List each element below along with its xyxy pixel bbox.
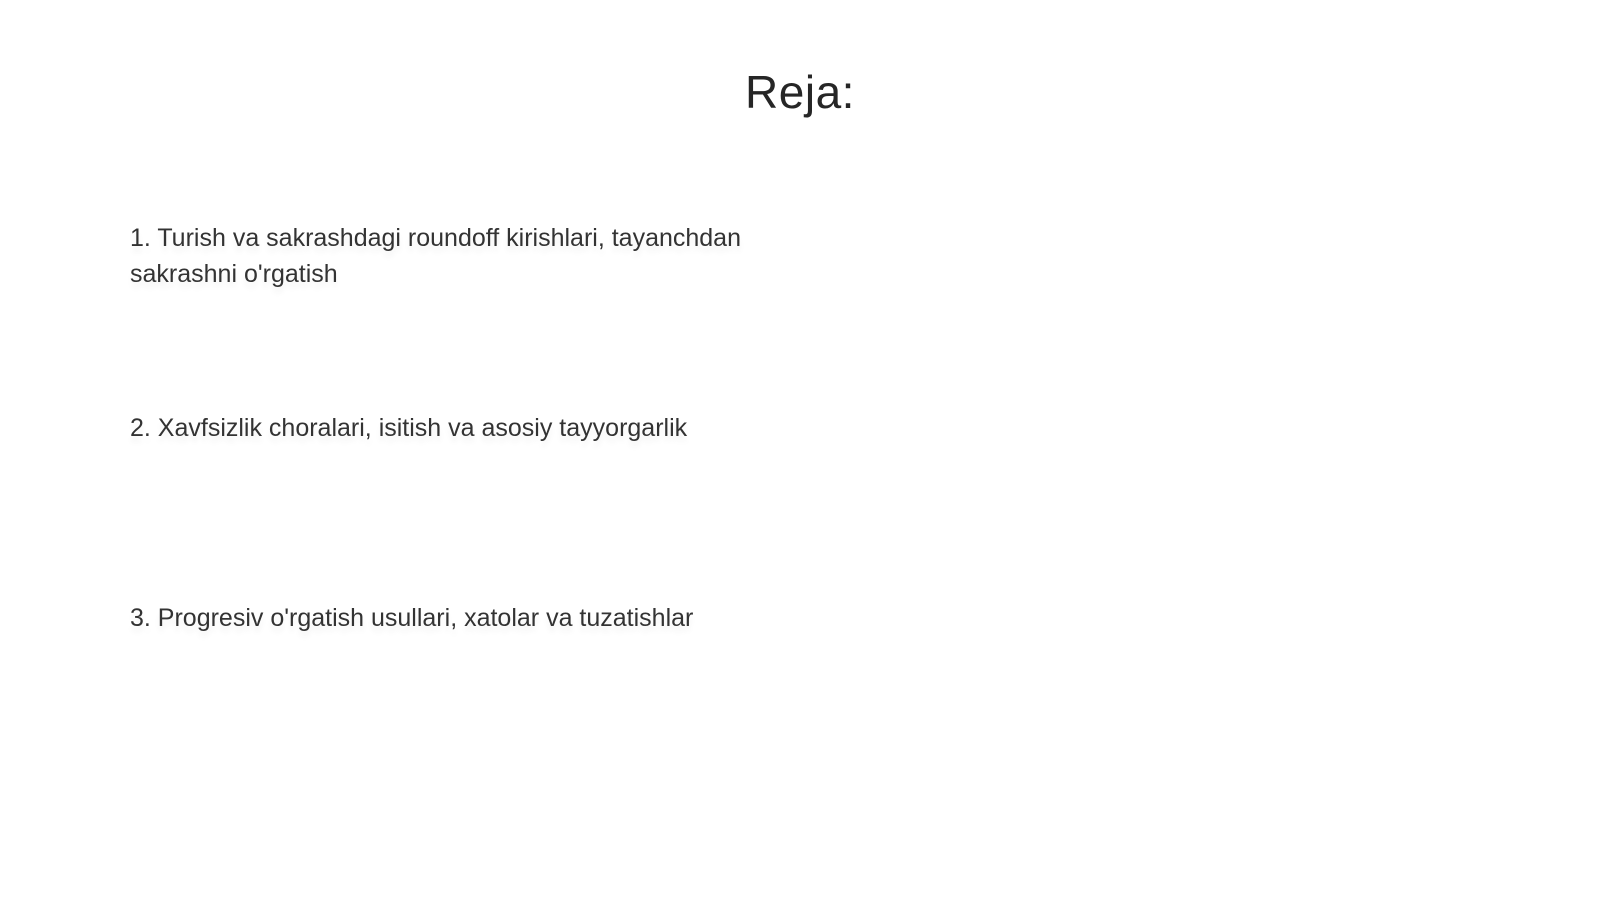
plan-item-2: 2. Xavfsizlik choralari, isitish va asosiy tayyorgarlik bbox=[130, 414, 688, 442]
slide-title: Reja: bbox=[745, 66, 855, 118]
plan-item-3: 3. Progresiv o'rgatish usullari, xatolar va tuzatishlar bbox=[130, 604, 694, 632]
plan-item-1: 1. Turish va sakrashdagi roundoff kirishlari, tayanchdan sakrashni o'rgatish bbox=[130, 224, 741, 288]
